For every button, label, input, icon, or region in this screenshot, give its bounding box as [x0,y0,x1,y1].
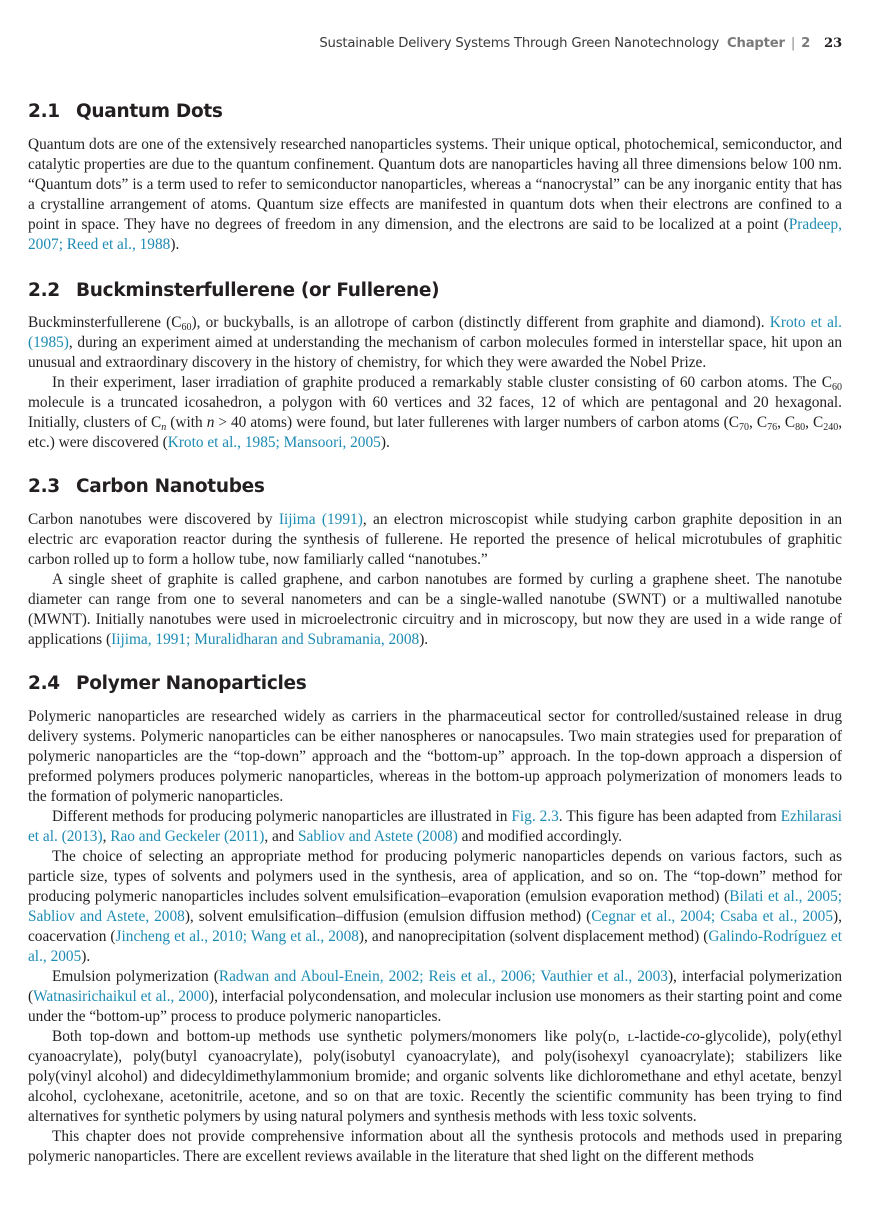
running-head-separator: | [790,36,796,51]
small-caps-text: d [607,1028,616,1045]
citation-link[interactable]: Cegnar et al., 2004; Csaba et al., 2005 [591,908,834,925]
paragraph [28,313,842,373]
citation-link[interactable]: Kroto et al. (1985) [28,314,842,351]
section-body-2-2 [28,313,842,453]
section-title: Buckminsterfullerene (or Fullerene) [76,280,440,301]
text: , [102,828,111,845]
text: ). [419,631,429,648]
section-number: 2.4 [28,673,60,694]
text: > 40 atoms) were found, but later fullerenes with larger numbers of carbon atoms (C [214,414,739,431]
text: ), coacervation ( [28,908,842,945]
citation-link[interactable]: Iijima, 1991; Muralidharan and Subramania, 2008 [111,631,420,648]
section-heading-2-2 [28,280,439,301]
subscript: 70 [738,422,749,433]
text: This chapter does not provide comprehensive information about all the synthesis protocols and methods used in preparing polymeric nanoparticles. There are excellent reviews available in the literature that shed light on the different methods [28,1128,842,1165]
section-title: Carbon Nanotubes [76,476,265,497]
text: , C [777,414,796,431]
citation-link[interactable]: Galindo-Rodríguez et al., 2005 [28,928,842,965]
book-title: Sustainable Delivery Systems Through Green Nanotechnology [319,36,720,51]
paragraph [28,373,842,453]
paragraph [28,847,842,967]
text: -glycolide), poly(ethyl cyanoacrylate), poly(butyl cyanoacrylate), poly(isobutyl cyanoacrylate), and poly(isohexyl cyanoacrylate); stabilizers like poly(vinyl alcohol) and didecyldimethylammonium bromide; and organic solvents like dichloromethane and ethyl acetate, benzyl alcohol, cyclohexane, acetonitrile, acetone, and so on that are toxic. Recently the scientific community has been trying to find alternatives for synthetic polymers by using natural polymers and synthesis methods with less toxic solvents. [28,1028,843,1125]
section-number: 2.1 [28,101,60,122]
citation-link[interactable]: Radwan and Aboul-Enein, 2002; Reis et al., 2006; Vauthier et al., 2003 [218,968,668,985]
section-number: 2.2 [28,280,60,301]
text: Carbon nanotubes were discovered by [28,511,279,528]
chapter-number: 2 [801,36,811,51]
small-caps-text: l [627,1028,635,1045]
citation-link[interactable]: Sabliov and Astete (2008) [298,828,458,845]
paragraph [28,135,842,255]
paragraph [28,967,842,1027]
paragraph [28,807,842,847]
section-heading-2-3 [28,476,265,497]
subscript: 80 [795,422,806,433]
citation-link[interactable]: Rao and Geckeler (2011) [110,828,265,845]
text: . This figure has been adapted from [558,808,781,825]
section-title: Quantum Dots [76,101,223,122]
text: ). [380,434,390,451]
text: ), interfacial polymerization ( [28,968,842,1005]
text: (with [166,414,207,431]
text: and modified accordingly. [457,828,623,845]
citation-link[interactable]: Watnasirichaikul et al., 2000 [33,988,209,1005]
text: ), and nanoprecipitation (solvent displacement method) ( [358,928,709,945]
paragraph [28,707,842,807]
subscript: 60 [832,382,842,393]
text: molecule is a truncated icosahedron, a polygon with 60 vertices and 32 faces, 12 of which are pentagonal and 20 hexagonal. Initially, clusters of C [28,394,842,431]
text: ), solvent emulsification–diffusion (emulsion diffusion method) ( [184,908,592,925]
text: In their experiment, laser irradiation of graphite produced a remarkably stable cluster consisting of 60 carbon atoms. The C [52,374,832,391]
figure-link[interactable]: Fig. 2.3 [511,808,559,825]
section-heading-2-4 [28,673,307,694]
section-body-2-1 [28,135,842,255]
citation-link[interactable]: Pradeep, 2007; Reed et al., 1988 [28,216,842,253]
subscript: 240 [823,422,839,433]
text: Buckminsterfullerene (C [28,314,182,331]
italic-text: n [206,414,215,431]
citation-link[interactable]: Ezhilarasi et al. (2013) [28,808,842,845]
text: , [615,1028,628,1045]
paragraph [28,510,842,570]
text: , during an experiment aimed at understanding the mechanism of carbon molecules formed in interstellar space, hit upon an unusual and extraordinary discovery in the history of chemistry, for which they were awarded the Nobel Prize. [28,334,842,371]
text: Emulsion polymerization ( [52,968,219,985]
page-number: 23 [824,36,842,51]
paragraph [28,570,842,650]
citation-link[interactable]: Jincheng et al., 2010; Wang et al., 2008 [115,928,359,945]
text: Different methods for producing polymeric nanoparticles are illustrated in [52,808,512,825]
text: , etc.) were discovered ( [28,414,843,451]
citation-link[interactable]: Bilati et al., 2005; Sabliov and Astete, 2008 [28,888,842,925]
subscript: 76 [767,422,778,433]
citation-link[interactable]: Iijima (1991) [278,511,363,528]
text: , C [805,414,824,431]
italic-text: co [685,1028,700,1045]
text: , and [264,828,298,845]
text: ). [81,948,91,965]
section-number: 2.3 [28,476,60,497]
text: , C [748,414,768,431]
subscript: 60 [181,322,192,333]
text: Both top-down and bottom-up methods use synthetic polymers/monomers like poly( [52,1028,608,1045]
text: Polymeric nanoparticles are researched widely as carriers in the pharmaceutical sector for controlled/sustained release in drug delivery systems. Polymeric nanoparticles can be either nanospheres or nanocapsules. Two main strategies used for preparation of polymeric nanoparticles are the “top-down” approach and the “bottom-up” approach. In the top-down approach a dispersion of preformed polymers produces polymeric nanoparticles, whereas in the bottom-up approach polymerization of monomers leads to the formation of polymeric nanoparticles. [28,708,842,805]
citation-link[interactable]: Kroto et al., 1985; Mansoori, 2005 [167,434,381,451]
text: The choice of selecting an appropriate method for producing polymeric nanoparticles depends on various factors, such as particle size, types of solvents and polymers used in the synthesis, area of application, and so on. The “top-down” method for producing polymeric nanoparticles includes solvent emulsification–evaporation (emulsion evaporation method) ( [28,848,842,905]
subscript: n [161,422,167,433]
section-body-2-4 [28,707,842,1167]
text: , an electron microscopist while studying carbon graphite deposition in an electric arc evaporation reactor during the synthesis of fullerene. He reported the presence of helical microtubules of graphitic carbon rolled up to form a hollow tube, now familiarly called “nanotubes.” [28,511,843,568]
section-heading-2-1 [28,101,223,122]
paragraph [28,1027,842,1127]
text: A single sheet of graphite is called graphene, and carbon nanotubes are formed by curling a graphene sheet. The nanotube diameter can range from one to several nanometers and can be a single-walled nanotube (SWNT) or a multiwalled nanotube (MWNT). Initially nanotubes were used in microelectronic circuitry and in microscopy, but now they are used in a wide range of applications ( [28,571,842,648]
text: ). [170,236,180,253]
text: Quantum dots are one of the extensively researched nanoparticles systems. Their unique optical, photochemical, semiconductor, and catalytic properties are due to the quantum confinement. Quantum dots are nanoparticles having all three dimensions below 100 nm. “Quantum dots” is a term used to refer to semiconductor nanoparticles, whereas a “nanocrystal” can be any inorganic entity that has a crystalline arrangement of atoms. Quantum size effects are manifested in quantum dots when their electrons are confined to a point in space. They have no degrees of freedom in any dimension, and the electrons are said to be localized at a point ( [28,136,842,233]
paragraph [28,1127,842,1167]
text: -lactide- [634,1028,686,1045]
chapter-label: Chapter [727,36,785,51]
running-head [319,36,842,51]
text: ), or buckyballs, is an allotrope of carbon (distinctly different from graphite and diamond). [191,314,770,331]
text: ), interfacial polycondensation, and molecular inclusion use monomers as their starting point and come under the “bottom-up” process to produce polymeric nanoparticles. [28,988,843,1025]
section-body-2-3 [28,510,842,650]
section-title: Polymer Nanoparticles [76,673,307,694]
